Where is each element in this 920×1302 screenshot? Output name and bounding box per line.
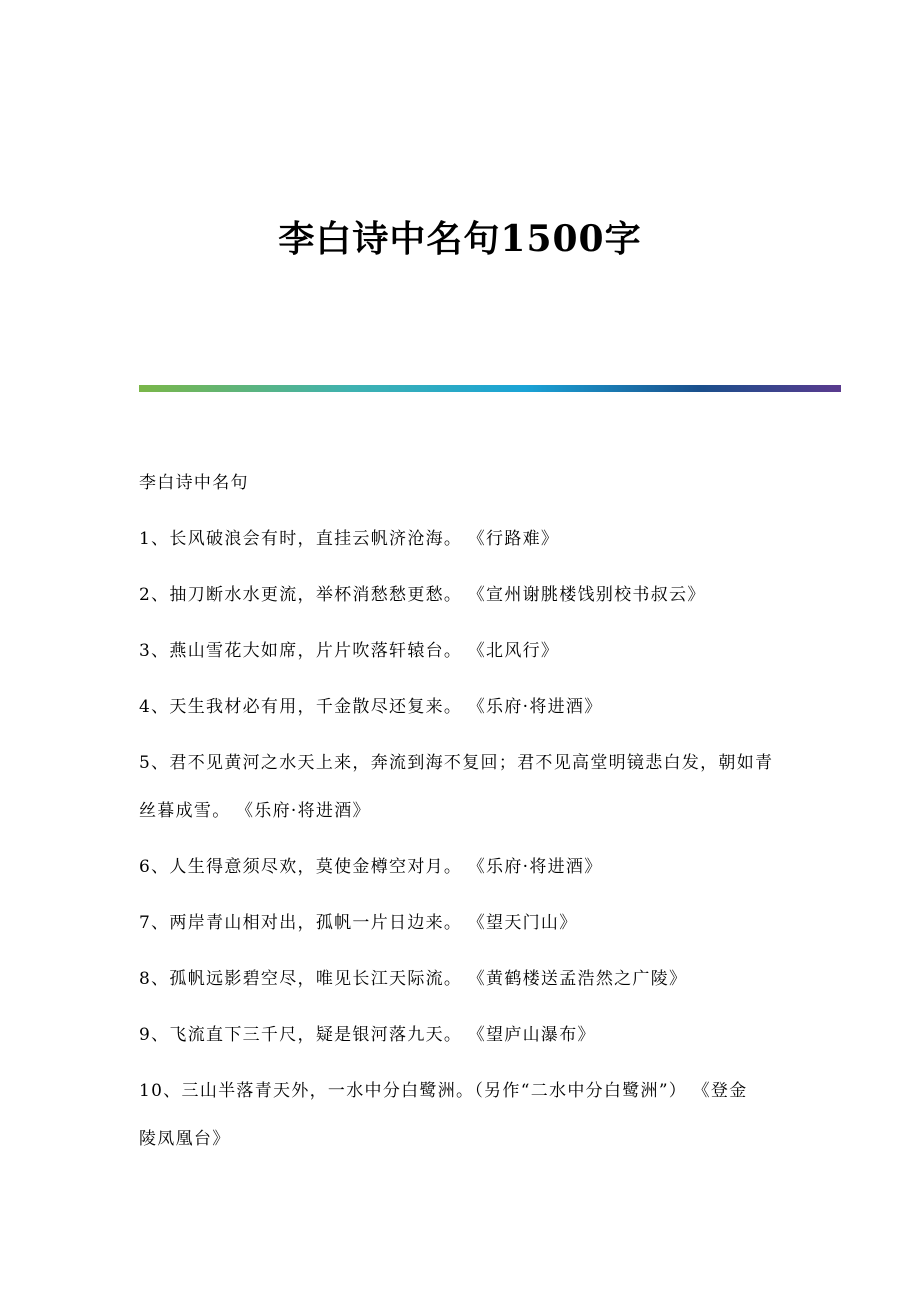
list-item <box>139 1021 784 1049</box>
quote-source: 《望天门山》 <box>476 913 578 933</box>
list-item <box>139 853 784 881</box>
list-item <box>139 525 784 553</box>
quote-text: 3、燕山雪花大如席，片片吹落轩辕台。 <box>139 641 463 661</box>
document-body <box>139 469 784 1181</box>
quote-source: 《乐府·将进酒》 <box>476 857 603 877</box>
quote-source: 《黄鹤楼送孟浩然之广陵》 <box>476 969 688 989</box>
list-item <box>139 965 784 993</box>
quote-source: 《望庐山瀑布》 <box>476 1025 596 1045</box>
quote-source: 《乐府·将进酒》 <box>244 801 371 821</box>
quote-text: 10、三山半落青天外，一水中分白鹭洲。（另作“二水中分白鹭洲”） <box>139 1081 688 1101</box>
quote-text: 2、抽刀断水水更流，举杯消愁愁更愁。 <box>139 585 463 605</box>
list-item <box>139 693 784 721</box>
list-item <box>139 637 784 665</box>
quote-text: 4、天生我材必有用，千金散尽还复来。 <box>139 697 463 717</box>
quote-text: 6、人生得意须尽欢，莫使金樽空对月。 <box>139 857 463 877</box>
quote-continuation <box>139 797 784 825</box>
quote-source: 《北风行》 <box>476 641 560 661</box>
list-item <box>139 909 784 937</box>
quote-source: 《行路难》 <box>476 529 560 549</box>
list-item <box>139 1077 784 1153</box>
page-title: 李白诗中名句1500字 <box>278 218 642 260</box>
quote-text: 8、孤帆远影碧空尽，唯见长江天际流。 <box>139 969 463 989</box>
quote-text: 7、两岸青山相对出，孤帆一片日边来。 <box>139 913 463 933</box>
list-item <box>139 581 784 609</box>
quote-text: 丝暮成雪。 <box>139 801 231 821</box>
list-item <box>139 749 784 825</box>
title-divider <box>139 385 841 392</box>
quote-source: 《乐府·将进酒》 <box>476 697 603 717</box>
quote-text: 9、飞流直下三千尺，疑是银河落九天。 <box>139 1025 463 1045</box>
quote-source: 《宣州谢朓楼饯别校书叔云》 <box>476 585 706 605</box>
quote-text: 1、长风破浪会有时，直挂云帆济沧海。 <box>139 529 463 549</box>
section-heading: 李白诗中名句 <box>139 473 249 493</box>
quote-text: 5、君不见黄河之水天上来，奔流到海不复回；君不见高堂明镜悲白发，朝如青 <box>139 753 774 773</box>
quote-continuation: 陵凤凰台》 <box>139 1129 231 1149</box>
quote-source: 《登金 <box>701 1081 748 1101</box>
